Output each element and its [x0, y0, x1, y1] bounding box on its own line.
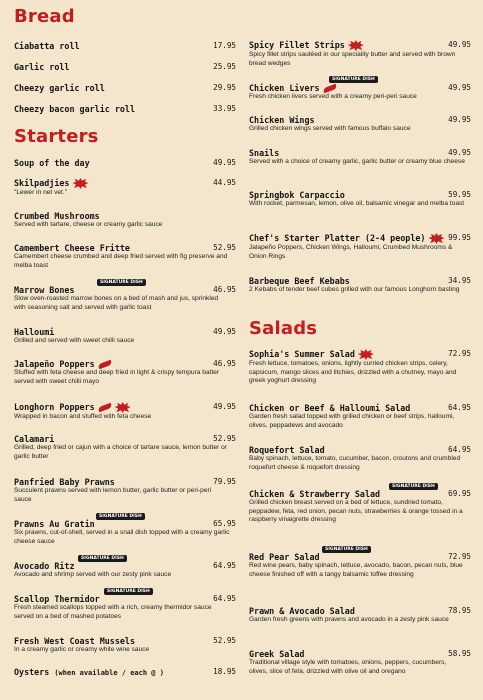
- menu-item: Scallop Thermidor SIGNATURE DISH 64.95 Fresh steamed scallops topped with a rich, creamy thermidor sauce served on a bed of mashed potatoes: [14, 589, 236, 620]
- burst-icon: [348, 40, 364, 51]
- menu-item: Garlic roll 25.95: [14, 62, 236, 72]
- menu-item: Crumbed Mushrooms Served with tartare, cheese or creamy garlic sauce: [14, 211, 163, 228]
- menu-item: Calamari 52.95 Grilled, deep fried or cajun with a choice of tartare sauce, lemon butter or garlic butter: [14, 434, 236, 460]
- menu-item: Jalapeño Poppers 46.95 Stuffed with feta cheese and deep fried in light & crispy tempura batter served with sweet chilli mayo: [14, 359, 236, 385]
- burst-icon: [115, 402, 131, 413]
- menu-item: Chef's Starter Platter (2-4 people) 99.95 Jalapeño Poppers, Chicken Wings, Halloumi, Crumbed Mushrooms & Onion Rings: [249, 233, 471, 260]
- menu-item: Snails 49.95 Served with a choice of creamy garlic, garlic butter or creamy blue cheese: [249, 148, 471, 165]
- menu-item: Prawn & Avocado Salad 78.95 Garden fresh greens with prawns and avocado in a zesty pink sauce: [249, 606, 471, 623]
- menu-item: Panfried Baby Prawns 79.95 Succulent prawns served with lemon butter, garlic butter or peri-peri sauce: [14, 477, 236, 503]
- menu-item: Greek Salad 58.95 Traditional village style with tomatoes, onions, peppers, cucumbers, olives, slice of feta, drizzled with olive oil and oregano: [249, 649, 471, 675]
- section-title-starters: Starters: [14, 126, 99, 147]
- menu-item: Longhorn Poppers 49.95 Wrapped in bacon and stuffed with feta cheese: [14, 402, 236, 420]
- chili-icon: [97, 403, 112, 412]
- signature-dish-badge: SIGNATURE DISH: [78, 555, 127, 562]
- chili-icon: [97, 360, 112, 369]
- menu-item: Cheezy garlic roll 29.95: [14, 83, 236, 93]
- menu-item: Ciabatta roll 17.95: [14, 41, 236, 51]
- menu-item: Halloumi 49.95 Grilled and served with sweet chilli sauce: [14, 327, 236, 344]
- burst-icon: [428, 233, 444, 244]
- menu-item: Chicken or Beef & Halloumi Salad 64.95 Garden fresh salad topped with grilled chicken or beef strips, halloumi, olives, peppadews and avocado: [249, 403, 471, 429]
- signature-dish-badge: SIGNATURE DISH: [389, 483, 438, 490]
- chili-icon: [322, 84, 337, 93]
- menu-item: Oysters (when available / each @ ) 18.95: [14, 667, 236, 677]
- menu-item: Marrow Bones SIGNATURE DISH 46.95 Slow oven-roasted marrow bones on a bed of mash and jus, sprinkled with seasoning salt and served with garlic toast: [14, 280, 236, 311]
- section-title-bread: Bread: [14, 6, 75, 27]
- menu-item: Fresh West Coast Mussels 52.95 In a creamy garlic or creamy white wine sauce: [14, 636, 236, 653]
- menu-item: Spicy Fillet Strips 49.95 Spicy fillet strips sautéed in our speciality butter and served with brown bread wedges: [249, 40, 471, 67]
- menu-item: Camembert Cheese Fritte 52.95 Camembert cheese crumbed and deep fried served with fig preserve and melba toast: [14, 243, 236, 269]
- menu-item: Chicken Wings 49.95 Grilled chicken wings served with famous buffalo sauce: [249, 115, 471, 132]
- menu-item: Chicken Livers SIGNATURE DISH 49.95 Fresh chicken livers served with a creamy peri-peri sauce: [249, 77, 471, 100]
- menu-item: Roquefort Salad 64.95 Baby spinach, lettuce, tomato, cucumber, bacon, croutons and crumbled roquefort cheese & roquefort dressing: [249, 445, 471, 471]
- menu-item: Cheezy bacon garlic roll 33.95: [14, 104, 236, 114]
- burst-icon: [358, 349, 374, 360]
- burst-icon: [72, 178, 88, 189]
- menu-item: Springbok Carpaccio 59.95 With rocket, parmesan, lemon, olive oil, balsamic vinegar and melba toast: [249, 190, 471, 207]
- signature-dish-badge: SIGNATURE DISH: [96, 513, 145, 520]
- menu-item: Skilpadjies 44.95 "Lewer in net vet.": [14, 178, 236, 196]
- signature-dish-badge: SIGNATURE DISH: [329, 76, 378, 83]
- signature-dish-badge: SIGNATURE DISH: [104, 588, 153, 595]
- menu-item: Chicken & Strawberry Salad SIGNATURE DISH 69.95 Grilled chicken breast served on a bed of lettuce, sundried tomato, peppadew, feta, red onion, pecan nuts, strawberries & orange tossed in a raspberry vinaigrette dressing: [249, 484, 471, 524]
- signature-dish-badge: SIGNATURE DISH: [97, 279, 146, 286]
- menu-item: Sophia's Summer Salad 72.95 Fresh lettuce, tomatoes, onions, lightly curried chicken strips, celery, capsicum, mango slices and litchies, drizzled with a chutney, mayo and greek yoghurt dressing: [249, 349, 471, 385]
- menu-item: Avocado Ritz SIGNATURE DISH 64.95 Avocado and shrimp served with our zesty pink sauce: [14, 556, 236, 578]
- menu-item: Prawns Au Gratin SIGNATURE DISH 65.95 Six prawns, cut-of-shell, served in a snail dish topped with a creamy garlic cheese sauce: [14, 514, 236, 545]
- menu-item: Barbeque Beef Kebabs 34.95 2 Kebabs of tender beef cubes grilled with our famous Longhorn basting: [249, 276, 471, 293]
- section-title-salads: Salads: [249, 318, 318, 339]
- menu-item: Soup of the day 49.95: [14, 158, 236, 168]
- signature-dish-badge: SIGNATURE DISH: [322, 546, 371, 553]
- menu-item: Red Pear Salad SIGNATURE DISH 72.95 Red wine pears, baby spinach, lettuce, avocado, bacon, pecan nuts, blue cheese finished off with a tangy balsamic toffee dressing: [249, 547, 471, 578]
